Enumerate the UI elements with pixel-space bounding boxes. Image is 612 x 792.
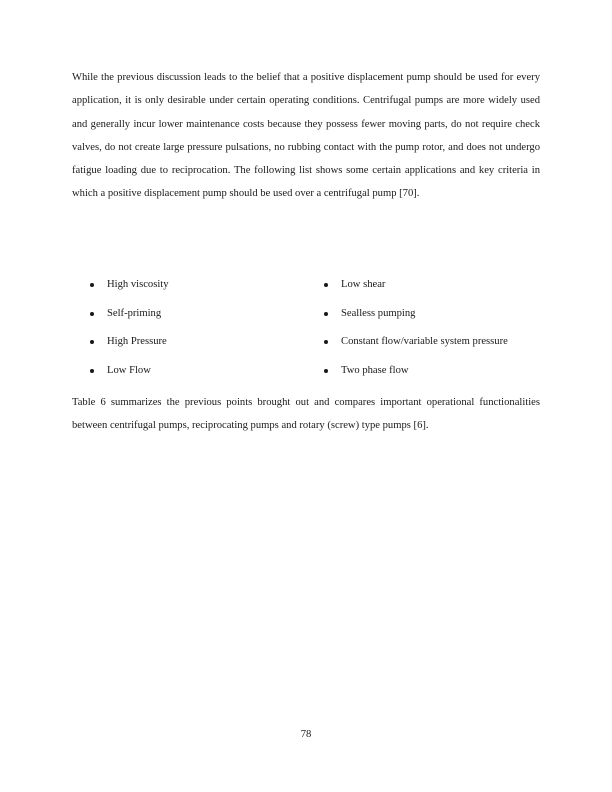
criteria-bullet-list: [87, 271, 547, 385]
bullet-icon: [324, 340, 328, 344]
bullet-item: [87, 271, 321, 300]
bullet-text: Constant flow/variable system pressure: [341, 336, 508, 347]
bullet-item: [321, 300, 547, 329]
bullet-item: [321, 357, 547, 386]
bullet-text: High viscosity: [107, 279, 169, 290]
page-number: 78: [300, 729, 312, 740]
bullet-item: [87, 328, 321, 357]
bullet-item: [321, 271, 547, 300]
bullet-text: Low shear: [341, 279, 386, 290]
bullet-item: [87, 300, 321, 329]
bullet-icon: [324, 312, 328, 316]
body-paragraph-1: While the previous discussion leads to the belief that a positive displacement pump should be used for every application, it is only desirable under certain operating conditions. Centrifugal pumps are more widely used and generally incur lower maintenance costs because they possess fewer moving parts, do not require check valves, do not create large pressure pulsations, no rubbing contact with the pump rotor, and does not undergo fatigue loading due to reciprocation. The following list shows some certain applications and key criteria in which a positive displacement pump should be used over a centrifugal pump [70].: [72, 72, 540, 200]
bullet-icon: [324, 369, 328, 373]
bullet-item: [321, 328, 547, 357]
bullet-item: [87, 357, 321, 386]
bullet-icon: [90, 283, 94, 287]
bullet-text: Low Flow: [107, 364, 151, 376]
body-paragraph-2: Table 6 summarizes the previous points brought out and compares important operational functionalities between centrifugal pumps, reciprocating pumps and rotary (screw) type pumps [6].: [72, 397, 540, 432]
bullet-icon: [90, 369, 94, 373]
bullet-icon: [324, 283, 328, 287]
bullet-icon: [90, 312, 94, 316]
bullet-text: Sealless pumping: [341, 307, 416, 319]
bullet-text: Two phase flow: [341, 364, 409, 376]
bullet-text: High Pressure: [107, 336, 167, 347]
bullet-text: Self-priming: [107, 307, 162, 319]
bullet-icon: [90, 340, 94, 344]
